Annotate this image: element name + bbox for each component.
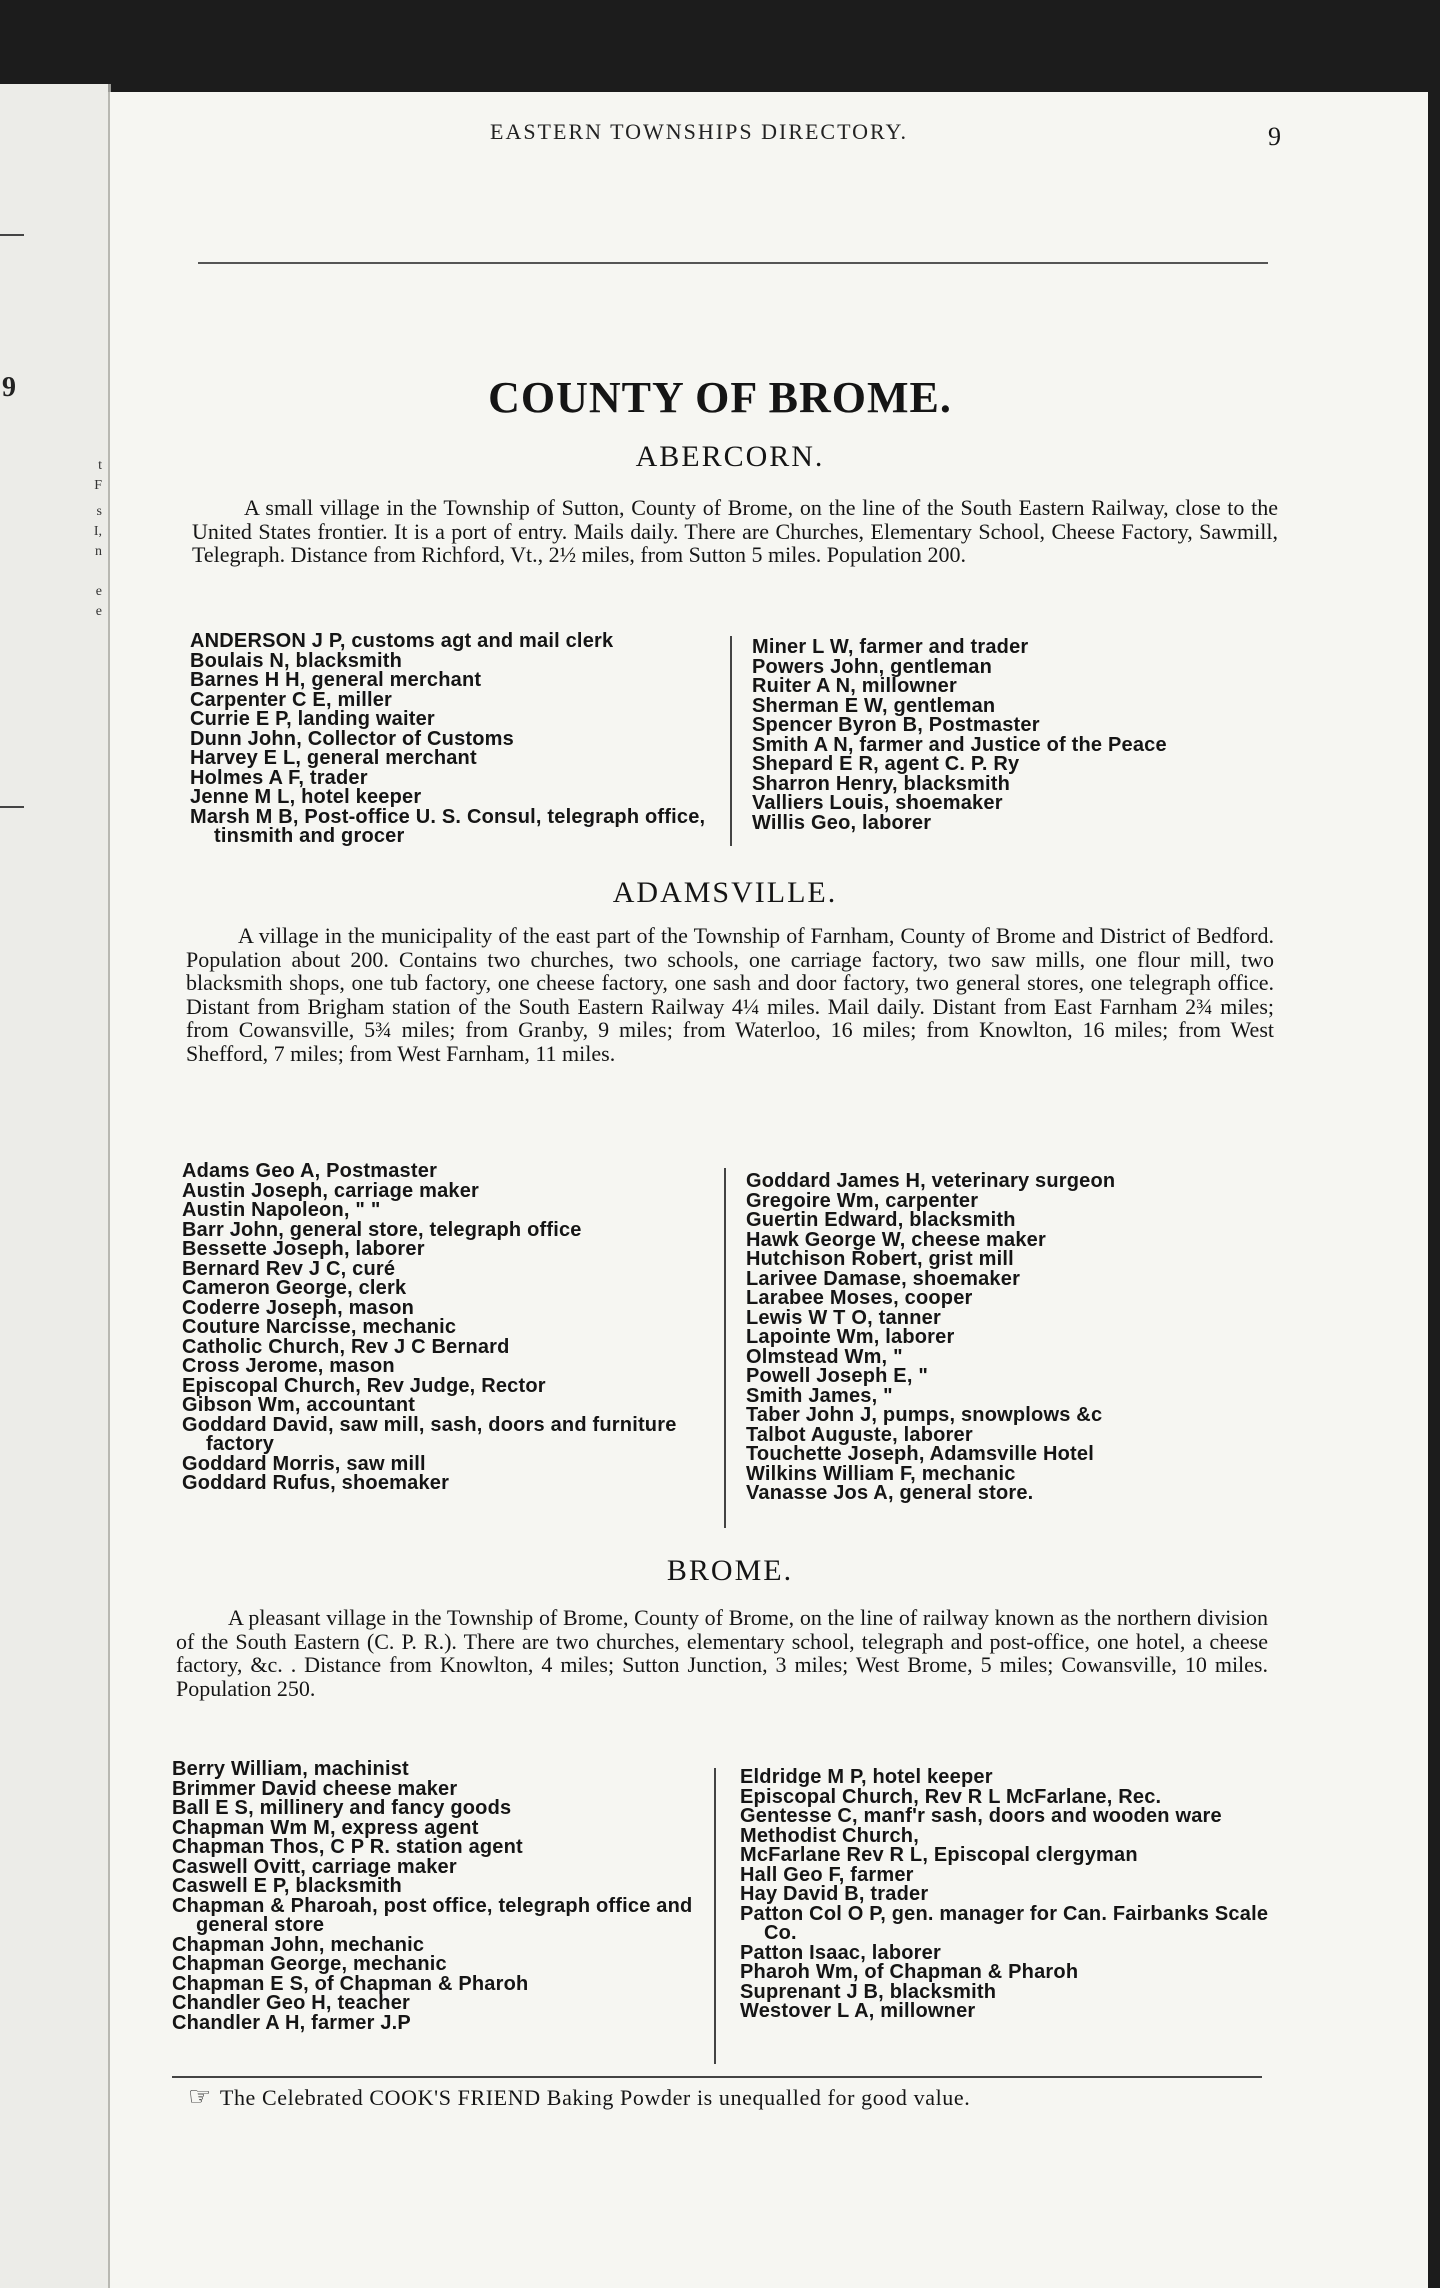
list-item: Holmes A F, trader [190,766,368,789]
page-number: 9 [1268,122,1281,151]
scan-background-right [1428,0,1440,2288]
list-item: Marsh M B, Post-office U. S. Consul, telegraph office, tinsmith and grocer [190,805,706,847]
list-item: ANDERSON J P, customs agt and mail clerk [190,630,614,652]
adamsville-left-list [182,1162,710,1494]
list-item: Willis Geo, laborer [752,811,932,834]
list-item: Valliers Louis, shoemaker [752,792,1003,814]
list-item: Chandler Geo H, teacher [172,1992,410,2014]
list-item: Episcopal Church, Rev R L McFarlane, Rec. [740,1785,1162,1808]
list-item: Ruiter A N, millowner [752,675,957,697]
list-item: Touchette Joseph, Adamsville Hotel [746,1443,1094,1465]
list-item: Talbot Auguste, laborer [746,1423,973,1446]
list-item: Dunn John, Collector of Customs [190,727,514,750]
list-item: Caswell E P, blacksmith [172,1875,402,1897]
list-item: Goddard Rufus, shoemaker [182,1472,450,1494]
list-item: Austin Joseph, carriage maker [182,1179,480,1202]
list-item: Goddard James H, veterinary surgeon [746,1170,1116,1192]
adamsville-right-list [746,1172,1276,1504]
list-item: Lapointe Wm, laborer [746,1326,955,1348]
brome-left-list [172,1760,700,2033]
list-item: Coderre Joseph, mason [182,1296,415,1319]
list-item: Powell Joseph E, " [746,1365,929,1387]
page-title: COUNTY OF BROME. [488,373,952,422]
list-item: Gentesse C, manf'r sash, doors and wooden ware [740,1805,1222,1827]
list-item: Guertin Edward, blacksmith [746,1209,1016,1231]
list-item: Hay David B, trader [740,1883,929,1905]
list-item: Jenne M L, hotel keeper [190,786,422,808]
previous-page-rule [0,234,24,236]
footer-rule [172,2076,1262,2078]
list-item: Brimmer David cheese maker [172,1777,458,1800]
list-item: Smith A N, farmer and Justice of the Peace [752,733,1167,756]
list-item: Hall Geo F, farmer [740,1863,914,1886]
list-item: Chapman Wm M, express agent [172,1816,479,1839]
section-description-adamsville: A village in the municipality of the east part of the Township of Farnham, County of Brome and District of Bedford. Population about 200. Contains two churches, two schools, one carriage factory, two saw mills, one flour mill, two blacksmith shops, one tub factory, one cheese factory, one sash and door factory, two general stores, one telegraph office. Distant from Brigham station of the South Eastern Railway 4¼ miles. Mail daily. Distant from East Farnham 2¾ miles; from Cowansville, 5¾ miles; from Granby, 9 miles; from Waterloo, 16 miles; from Knowlton, 16 miles; from West Shefford, 7 miles; from West Farnham, 11 miles. [186,923,1274,1066]
list-item: Caswell Ovitt, carriage maker [172,1855,457,1878]
list-item: Chapman John, mechanic [172,1933,425,1956]
list-item: Spencer Byron B, Postmaster [752,714,1040,736]
list-item: Goddard Morris, saw mill [182,1452,426,1475]
abercorn-left-list [190,632,720,847]
list-item: Powers John, gentleman [752,655,993,678]
list-item: Catholic Church, Rev J C Bernard [182,1335,510,1358]
list-item: Bernard Rev J C, curé [182,1257,396,1280]
list-item: Patton Col O P, gen. manager for Can. Fairbanks Scale Co. [740,1902,1269,1944]
footer-advertisement [188,2082,970,2112]
list-item: Sherman E W, gentleman [752,694,996,717]
previous-page-fragment: n [95,544,102,559]
section-heading-abercorn: ABERCORN. [635,440,825,473]
column-divider [714,1768,716,2064]
list-item: Carpenter C E, miller [190,688,393,711]
previous-page-fragment: I, [93,524,102,539]
section-heading-brome: BROME. [666,1554,794,1587]
list-item: Barnes H H, general merchant [190,669,482,691]
footer-text: The Celebrated COOK'S FRIEND Baking Powder is unequalled for good value. [219,2085,971,2110]
list-item: Chandler A H, farmer J.P [172,2011,411,2034]
previous-page-rule [0,806,24,808]
list-item: Chapman E S, of Chapman & Pharoh [172,1972,529,1995]
list-item: Patton Isaac, laborer [740,1941,941,1964]
section-description-brome: A pleasant village in the Township of Brome, County of Brome, on the line of railway known as the northern division of the South Eastern (C. P. R.). There are two churches, elementary school, telegraph and post-office, one hotel, a cheese factory, &c. . Distance from Knowlton, 4 miles; Sutton Junction, 3 miles; West Brome, 5 miles; Cowansville, 10 miles. Population 250. [176,1605,1268,1701]
section-heading-adamsville: ADAMSVILLE. [612,876,838,909]
list-item: Cross Jerome, mason [182,1355,395,1377]
abercorn-right-list [752,638,1292,833]
list-item: Goddard David, saw mill, sash, doors and furniture factory [182,1413,677,1455]
pointing-hand-icon: ☞ [188,2082,212,2111]
scan-background-top [128,0,1440,96]
list-item: McFarlane Rev R L, Episcopal clergyman [740,1844,1138,1866]
list-item: Vanasse Jos A, general store. [746,1482,1034,1504]
list-item: Episcopal Church, Rev Judge, Rector [182,1374,546,1397]
list-item: Smith James, " [746,1384,893,1407]
list-item: Larivee Damase, shoemaker [746,1267,1021,1290]
previous-page-fragment: F [94,478,102,493]
brome-right-list [740,1768,1270,2022]
list-item: Gregoire Wm, carpenter [746,1189,979,1212]
list-item: Harvey E L, general merchant [190,747,477,769]
previous-page-fragment: e [95,584,102,599]
list-item: Pharoh Wm, of Chapman & Pharoh [740,1961,1079,1983]
list-item: Gibson Wm, accountant [182,1394,416,1416]
list-item: Hutchison Robert, grist mill [746,1248,1014,1270]
section-description-abercorn: A small village in the Township of Sutton, County of Brome, on the line of the South Eastern Railway, close to the United States frontier. It is a port of entry. Mails daily. There are Churches, Elementary School, Cheese Factory, Sawmill, Telegraph. Distance from Richford, Vt., 2½ miles, from Sutton 5 miles. Population 200. [192,495,1278,567]
list-item: Miner L W, farmer and trader [752,636,1029,658]
list-item: Methodist Church, [740,1824,919,1847]
list-item: Olmstead Wm, " [746,1345,903,1368]
list-item: Shepard E R, agent C. P. Ry [752,753,1020,775]
list-item: Wilkins William F, mechanic [746,1462,1016,1485]
list-item: Adams Geo A, Postmaster [182,1160,438,1182]
list-item: Chapman & Pharoah, post office, telegraph office and general store [172,1894,693,1936]
list-item: Suprenant J B, blacksmith [740,1980,997,2003]
column-divider [724,1168,726,1528]
list-item: Hawk George W, cheese maker [746,1228,1046,1251]
previous-page-fragment: e [95,604,102,619]
previous-page-fragment: s [96,504,102,519]
list-item: Larabee Moses, cooper [746,1287,973,1309]
list-item: Cameron George, clerk [182,1277,407,1299]
column-divider [730,636,732,846]
list-item: Ball E S, millinery and fancy goods [172,1797,512,1819]
list-item: Lewis W T O, tanner [746,1306,941,1329]
list-item: Currie E P, landing waiter [190,708,435,730]
list-item: Bessette Joseph, laborer [182,1238,425,1260]
list-item: Chapman Thos, C P R. station agent [172,1836,523,1858]
list-item: Sharron Henry, blacksmith [752,772,1011,795]
list-item: Austin Napoleon, " " [182,1199,381,1221]
list-item: Eldridge M P, hotel keeper [740,1766,993,1788]
list-item: Barr John, general store, telegraph office [182,1218,582,1241]
header-rule [198,262,1268,264]
list-item: Berry William, machinist [172,1758,409,1780]
list-item: Westover L A, millowner [740,2000,976,2022]
list-item: Taber John J, pumps, snowplows &c [746,1404,1103,1426]
list-item: Boulais N, blacksmith [190,649,403,672]
previous-page-fragment: t [98,458,102,473]
list-item: Chapman George, mechanic [172,1953,447,1975]
previous-page-number: 9 [2,372,16,403]
running-head: EASTERN TOWNSHIPS DIRECTORY. [490,119,909,144]
list-item: Couture Narcisse, mechanic [182,1316,457,1338]
